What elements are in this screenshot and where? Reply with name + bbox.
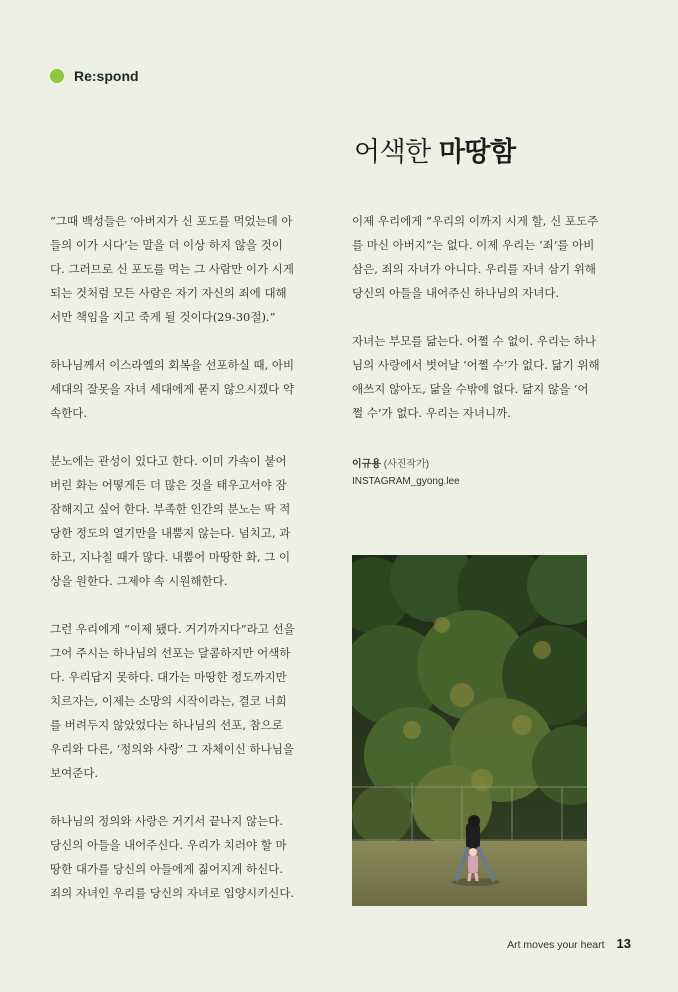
title-regular: 어색한 — [354, 137, 439, 168]
paragraph: 이제 우리에게 “우리의 이까지 시게 할, 신 포도주 를 마신 아버지”는 없다. 이제 우리는 ‘죄’를 아비 삼은, 죄의 자녀가 아니다. 우리를 자녀 삼기 위해 당신의 아들을 내어주신 하나님의 자녀다. — [352, 214, 599, 300]
photograph — [352, 555, 587, 906]
credit-name: 이규용 — [352, 459, 381, 470]
right-column — [352, 209, 632, 449]
section-tag — [50, 68, 139, 84]
paragraph: 자녀는 부모를 닮는다. 어쩔 수 없이. 우리는 하나 님의 사랑에서 벗어날 ‘어쩔 수’가 없다. 닮기 위해 애쓰지 않아도, 닮을 수밖에 없다. 닮지 않을 ‘어 쩔 수’가 없다. 우리는 자녀니까. — [352, 334, 600, 420]
page-number: 13 — [616, 936, 631, 951]
credit-role: (사진작가) — [383, 459, 430, 470]
footer-tagline: Art moves your heart — [507, 939, 605, 951]
article-title — [354, 130, 516, 169]
paragraph: “그때 백성들은 ‘아버지가 신 포도를 먹었는데 아 들의 이가 시다’는 말을 더 이상 하지 않을 것이 다. 그러므로 신 포도를 먹는 그 사람만 이가 시게 되는 것처럼 모든 사람은 자기 자신의 죄에 대해 서만 책임을 지고 죽게 될 것이다(29-30절).” — [50, 214, 294, 324]
section-dot-icon — [50, 69, 64, 83]
title-bold: 마땅함 — [438, 137, 516, 168]
paragraph: 그런 우리에게 “이제 됐다. 거기까지다”라고 선을 그어 주시는 하나님의 선포는 달콤하지만 어색하 다. 우리답지 못하다. 대가는 마땅한 정도까지만 치르자는, 이제는 소망의 시작이라는, 결코 너희 를 버려두지 않았었다는 하나님의 선포, 참으로 우리와 다른, ‘정의와 사랑’ 그 자체이신 하나님을 보여준다. — [50, 622, 295, 780]
section-label: Re:spond — [74, 68, 139, 84]
paragraph: 분노에는 관성이 있다고 한다. 이미 가속이 붙어 버린 화는 어떻게든 더 많은 것을 태우고서야 잠 잠해지고 싶어 한다. 부족한 인간의 분노는 딱 적 당한 정도의 열기만을 내뿜지 않는다. 넘치고, 과 하고, 지나칠 때가 많다. 내뿜어 마땅한 화, 그 이 상을 원한다. 그제야 속 시원해한다. — [50, 454, 291, 588]
paragraph: 하나님의 정의와 사랑은 거기서 끝나지 않는다. 당신의 아들을 내어주신다. 우리가 치러야 할 마 땅한 대가를 당신의 아들에게 짊어지게 하신다. 죄의 자녀인 우리를 당신의 자녀로 입양시키신다. — [50, 814, 295, 900]
page-footer — [507, 936, 631, 951]
photo-credit — [352, 456, 460, 490]
left-column — [50, 209, 330, 929]
paragraph: 하나님께서 이스라엘의 회복을 선포하실 때, 아비 세대의 잘못을 자녀 세대에게 묻지 않으시겠다 약 속한다. — [50, 358, 295, 420]
credit-handle: INSTAGRAM_gyong.lee — [352, 476, 460, 487]
photo-illustration — [352, 555, 587, 906]
